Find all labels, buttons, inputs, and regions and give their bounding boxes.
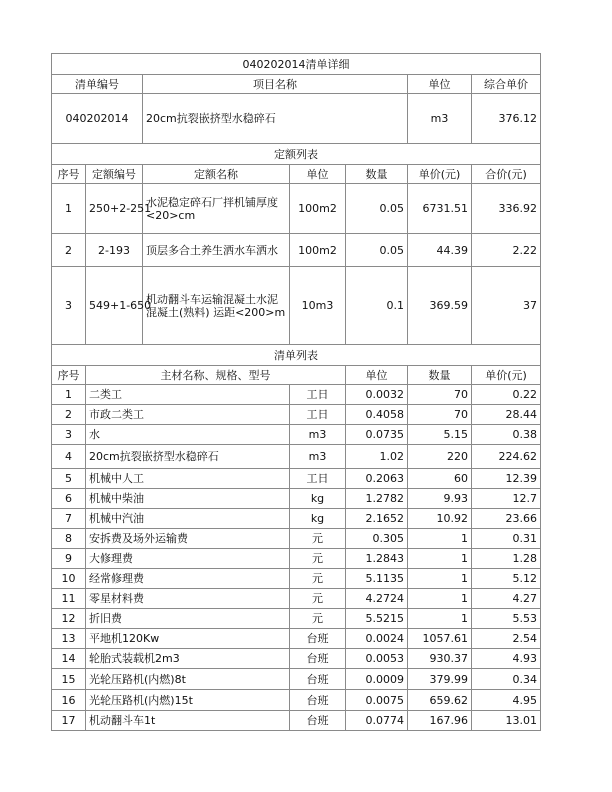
quota-no: 3 <box>52 267 86 345</box>
material-row <box>52 669 541 690</box>
material-row <box>52 405 541 425</box>
material-unit: 元 <box>290 609 346 629</box>
material-price: 70 <box>408 405 472 425</box>
material-price: 70 <box>408 385 472 405</box>
quota-no: 2 <box>52 234 86 267</box>
material-price: 1 <box>408 529 472 549</box>
material-no: 14 <box>52 649 86 669</box>
materials-section-title: 清单列表 <box>52 345 541 366</box>
col-header-code: 清单编号 <box>52 75 143 94</box>
materials-header-unit: 单位 <box>346 366 408 385</box>
material-price: 5.15 <box>408 425 472 445</box>
material-total: 5.12 <box>472 569 541 589</box>
material-row <box>52 629 541 649</box>
material-no: 12 <box>52 609 86 629</box>
quota-header-total: 合价(元) <box>472 165 541 184</box>
material-total: 4.27 <box>472 589 541 609</box>
material-no: 9 <box>52 549 86 569</box>
material-name: 光轮压路机(内燃)15t <box>86 690 290 711</box>
quota-code: 549+1-650 <box>86 267 143 345</box>
material-total: 12.7 <box>472 489 541 509</box>
material-qty: 0.0053 <box>346 649 408 669</box>
material-price: 1 <box>408 569 472 589</box>
material-row <box>52 690 541 711</box>
material-unit: 元 <box>290 569 346 589</box>
material-price: 1 <box>408 589 472 609</box>
material-name: 安拆费及场外运输费 <box>86 529 290 549</box>
material-qty: 0.4058 <box>346 405 408 425</box>
material-total: 1.28 <box>472 549 541 569</box>
material-total: 4.95 <box>472 690 541 711</box>
material-qty: 5.1135 <box>346 569 408 589</box>
material-name: 零星材料费 <box>86 589 290 609</box>
materials-header-qty: 数量 <box>408 366 472 385</box>
material-qty: 2.1652 <box>346 509 408 529</box>
material-no: 16 <box>52 690 86 711</box>
material-name: 20cm抗裂嵌挤型水稳碎石 <box>86 445 290 469</box>
quota-total: 336.92 <box>472 184 541 234</box>
quota-unit: 100m2 <box>290 184 346 234</box>
material-unit: 工日 <box>290 469 346 489</box>
material-no: 10 <box>52 569 86 589</box>
materials-header-row <box>52 366 541 385</box>
material-qty: 1.2843 <box>346 549 408 569</box>
material-row <box>52 469 541 489</box>
material-qty: 0.0075 <box>346 690 408 711</box>
material-unit: 元 <box>290 529 346 549</box>
material-qty: 4.2724 <box>346 589 408 609</box>
quota-qty: 0.1 <box>346 267 408 345</box>
material-unit: 台班 <box>290 690 346 711</box>
item-unit: m3 <box>408 94 472 144</box>
material-price: 167.96 <box>408 711 472 731</box>
material-name: 水 <box>86 425 290 445</box>
material-unit: 台班 <box>290 649 346 669</box>
quota-code: 250+2-251 <box>86 184 143 234</box>
material-unit: 元 <box>290 589 346 609</box>
material-total: 0.34 <box>472 669 541 690</box>
material-total: 0.31 <box>472 529 541 549</box>
quota-header-row <box>52 165 541 184</box>
material-qty: 5.5215 <box>346 609 408 629</box>
material-name: 折旧费 <box>86 609 290 629</box>
material-qty: 0.2063 <box>346 469 408 489</box>
col-header-name: 项目名称 <box>143 75 408 94</box>
material-price: 10.92 <box>408 509 472 529</box>
quota-name: 水泥稳定碎石厂拌机铺厚度<20>cm <box>143 184 290 234</box>
material-row <box>52 549 541 569</box>
quota-unit: 100m2 <box>290 234 346 267</box>
item-name: 20cm抗裂嵌挤型水稳碎石 <box>143 94 408 144</box>
material-row <box>52 589 541 609</box>
material-unit: 台班 <box>290 669 346 690</box>
quota-row <box>52 267 541 345</box>
material-row <box>52 569 541 589</box>
material-unit: kg <box>290 509 346 529</box>
material-total: 12.39 <box>472 469 541 489</box>
material-qty: 0.305 <box>346 529 408 549</box>
quota-name: 机动翻斗车运输混凝土水泥混凝土(熟料) 运距<200>m <box>143 267 290 345</box>
material-name: 二类工 <box>86 385 290 405</box>
material-price: 60 <box>408 469 472 489</box>
material-unit: m3 <box>290 425 346 445</box>
material-price: 220 <box>408 445 472 469</box>
bill-detail-table <box>51 53 541 731</box>
material-unit: 元 <box>290 549 346 569</box>
material-no: 6 <box>52 489 86 509</box>
material-unit: 台班 <box>290 711 346 731</box>
quota-section-title: 定额列表 <box>52 144 541 165</box>
material-row <box>52 609 541 629</box>
material-qty: 0.0735 <box>346 425 408 445</box>
material-no: 13 <box>52 629 86 649</box>
material-price: 659.62 <box>408 690 472 711</box>
material-name: 机动翻斗车1t <box>86 711 290 731</box>
material-no: 17 <box>52 711 86 731</box>
material-price: 9.93 <box>408 489 472 509</box>
material-name: 大修理费 <box>86 549 290 569</box>
material-price: 379.99 <box>408 669 472 690</box>
material-name: 经常修理费 <box>86 569 290 589</box>
sheet-title: 040202014清单详细 <box>52 54 541 75</box>
material-row <box>52 385 541 405</box>
material-qty: 1.2782 <box>346 489 408 509</box>
item-code: 040202014 <box>52 94 143 144</box>
item-price: 376.12 <box>472 94 541 144</box>
material-no: 1 <box>52 385 86 405</box>
quota-row <box>52 184 541 234</box>
material-price: 1 <box>408 609 472 629</box>
material-unit: kg <box>290 489 346 509</box>
material-no: 7 <box>52 509 86 529</box>
quota-total: 37 <box>472 267 541 345</box>
materials-header-price: 单价(元) <box>472 366 541 385</box>
material-unit: m3 <box>290 445 346 469</box>
quota-unit: 10m3 <box>290 267 346 345</box>
quota-total: 2.22 <box>472 234 541 267</box>
quota-price: 44.39 <box>408 234 472 267</box>
material-unit: 工日 <box>290 405 346 425</box>
materials-header-name: 主材名称、规格、型号 <box>86 366 346 385</box>
material-name: 光轮压路机(内燃)8t <box>86 669 290 690</box>
quota-header-unit: 单位 <box>290 165 346 184</box>
material-row <box>52 529 541 549</box>
material-row <box>52 649 541 669</box>
quota-qty: 0.05 <box>346 184 408 234</box>
material-qty: 0.0024 <box>346 629 408 649</box>
bill-detail-sheet <box>51 53 540 731</box>
material-qty: 0.0032 <box>346 385 408 405</box>
material-row <box>52 445 541 469</box>
quota-row <box>52 234 541 267</box>
quota-header-code: 定额编号 <box>86 165 143 184</box>
material-qty: 1.02 <box>346 445 408 469</box>
quota-price: 369.59 <box>408 267 472 345</box>
material-name: 轮胎式装载机2m3 <box>86 649 290 669</box>
col-header-price: 综合单价 <box>472 75 541 94</box>
material-name: 市政二类工 <box>86 405 290 425</box>
material-unit: 台班 <box>290 629 346 649</box>
material-name: 机械中汽油 <box>86 509 290 529</box>
quota-header-qty: 数量 <box>346 165 408 184</box>
material-total: 224.62 <box>472 445 541 469</box>
material-no: 2 <box>52 405 86 425</box>
materials-header-no: 序号 <box>52 366 86 385</box>
material-no: 5 <box>52 469 86 489</box>
material-no: 8 <box>52 529 86 549</box>
quota-price: 6731.51 <box>408 184 472 234</box>
material-row <box>52 489 541 509</box>
quota-name: 顶层多合土养生洒水车洒水 <box>143 234 290 267</box>
material-name: 机械中柴油 <box>86 489 290 509</box>
material-name: 机械中人工 <box>86 469 290 489</box>
quota-header-price: 单价(元) <box>408 165 472 184</box>
material-total: 28.44 <box>472 405 541 425</box>
material-unit: 工日 <box>290 385 346 405</box>
material-qty: 0.0009 <box>346 669 408 690</box>
material-total: 13.01 <box>472 711 541 731</box>
material-row <box>52 509 541 529</box>
material-no: 3 <box>52 425 86 445</box>
material-total: 23.66 <box>472 509 541 529</box>
quota-qty: 0.05 <box>346 234 408 267</box>
quota-header-no: 序号 <box>52 165 86 184</box>
material-name: 平地机120Kw <box>86 629 290 649</box>
material-price: 1057.61 <box>408 629 472 649</box>
quota-no: 1 <box>52 184 86 234</box>
quota-header-name: 定额名称 <box>143 165 290 184</box>
material-price: 930.37 <box>408 649 472 669</box>
material-total: 5.53 <box>472 609 541 629</box>
material-total: 2.54 <box>472 629 541 649</box>
material-no: 11 <box>52 589 86 609</box>
quota-code: 2-193 <box>86 234 143 267</box>
material-no: 4 <box>52 445 86 469</box>
material-row <box>52 425 541 445</box>
material-total: 4.93 <box>472 649 541 669</box>
col-header-unit: 单位 <box>408 75 472 94</box>
material-price: 1 <box>408 549 472 569</box>
material-total: 0.38 <box>472 425 541 445</box>
material-total: 0.22 <box>472 385 541 405</box>
material-row <box>52 711 541 731</box>
material-qty: 0.0774 <box>346 711 408 731</box>
material-no: 15 <box>52 669 86 690</box>
